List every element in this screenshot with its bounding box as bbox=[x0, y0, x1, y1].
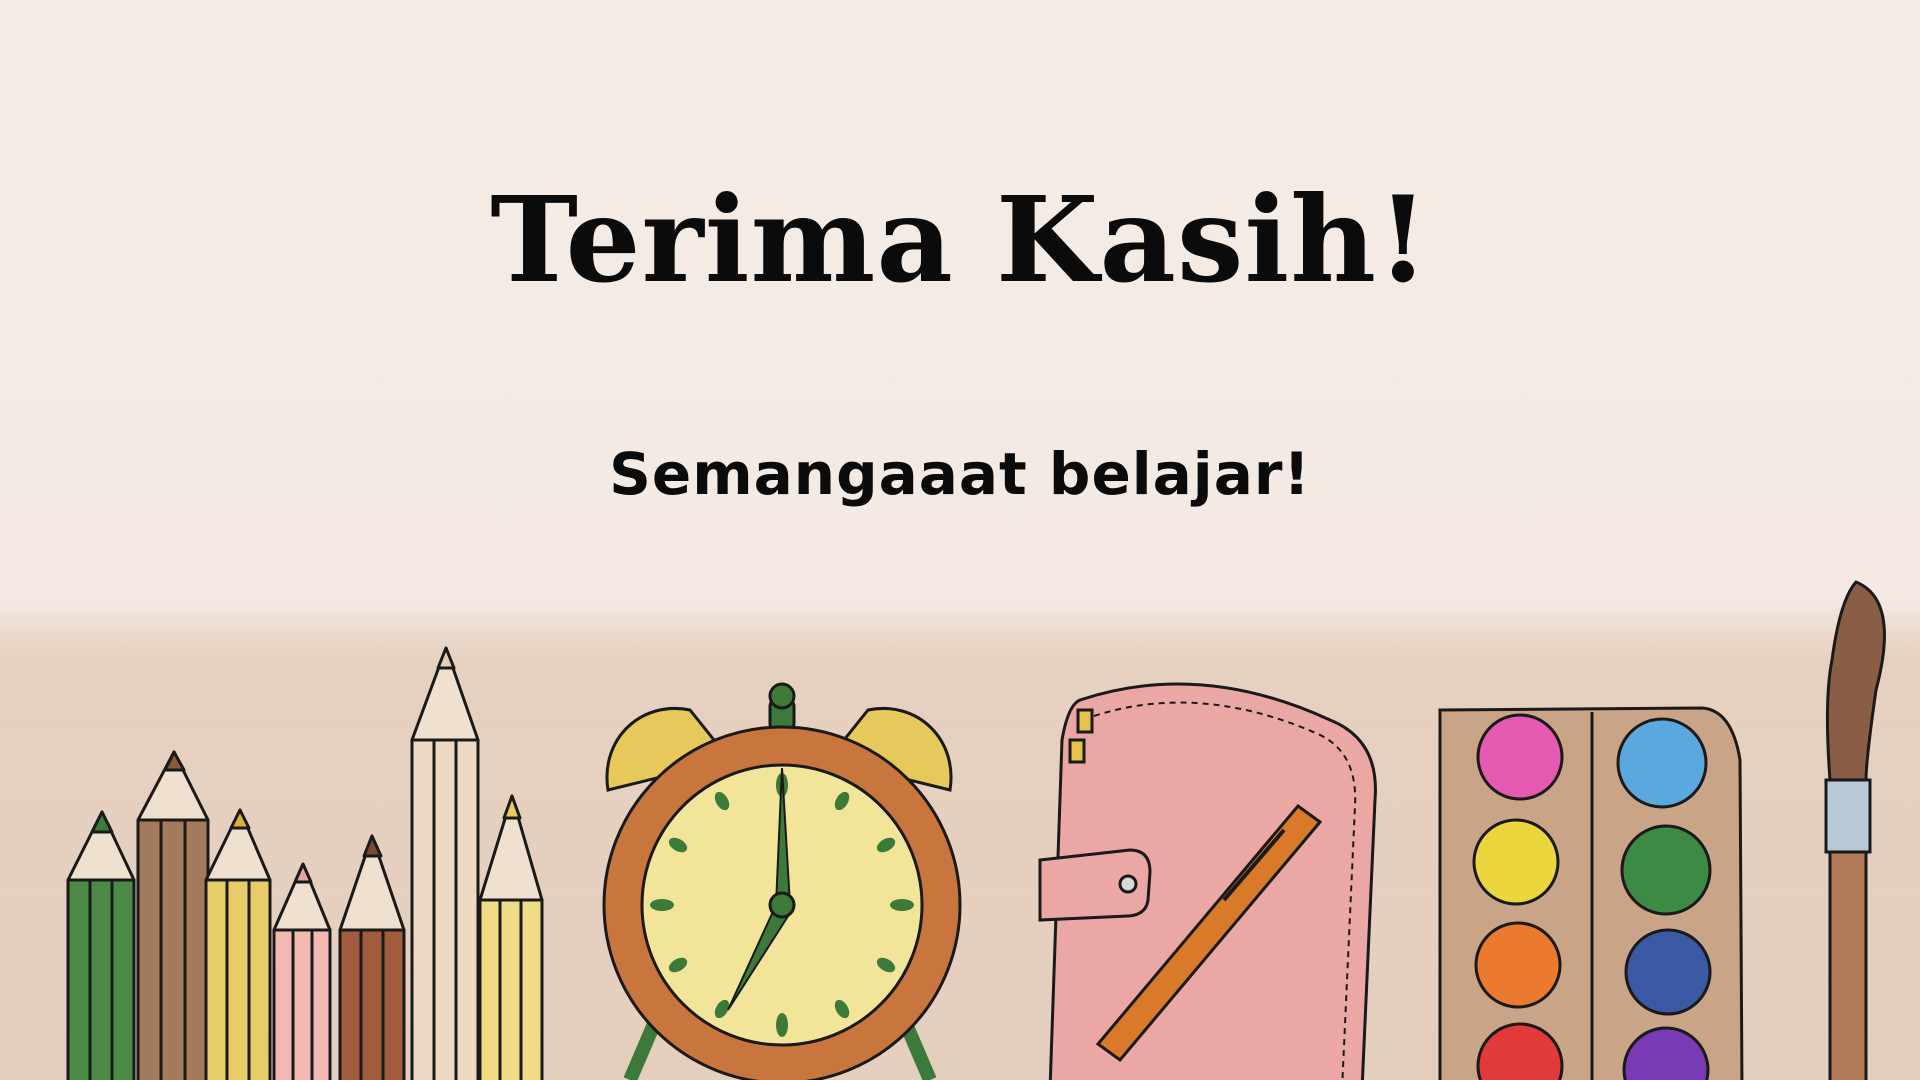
slide-title: Terima Kasih! bbox=[490, 170, 1430, 309]
colored-pencils-icon bbox=[68, 648, 542, 1080]
slide-subtitle: Semangaaat belajar! bbox=[609, 440, 1311, 508]
stationery-illustration bbox=[0, 560, 1920, 1080]
alarm-clock-icon bbox=[604, 684, 960, 1080]
watercolor-palette-icon bbox=[1440, 708, 1742, 1080]
notebook-with-pen-icon bbox=[1040, 684, 1375, 1080]
paintbrush-icon bbox=[1826, 582, 1884, 1080]
